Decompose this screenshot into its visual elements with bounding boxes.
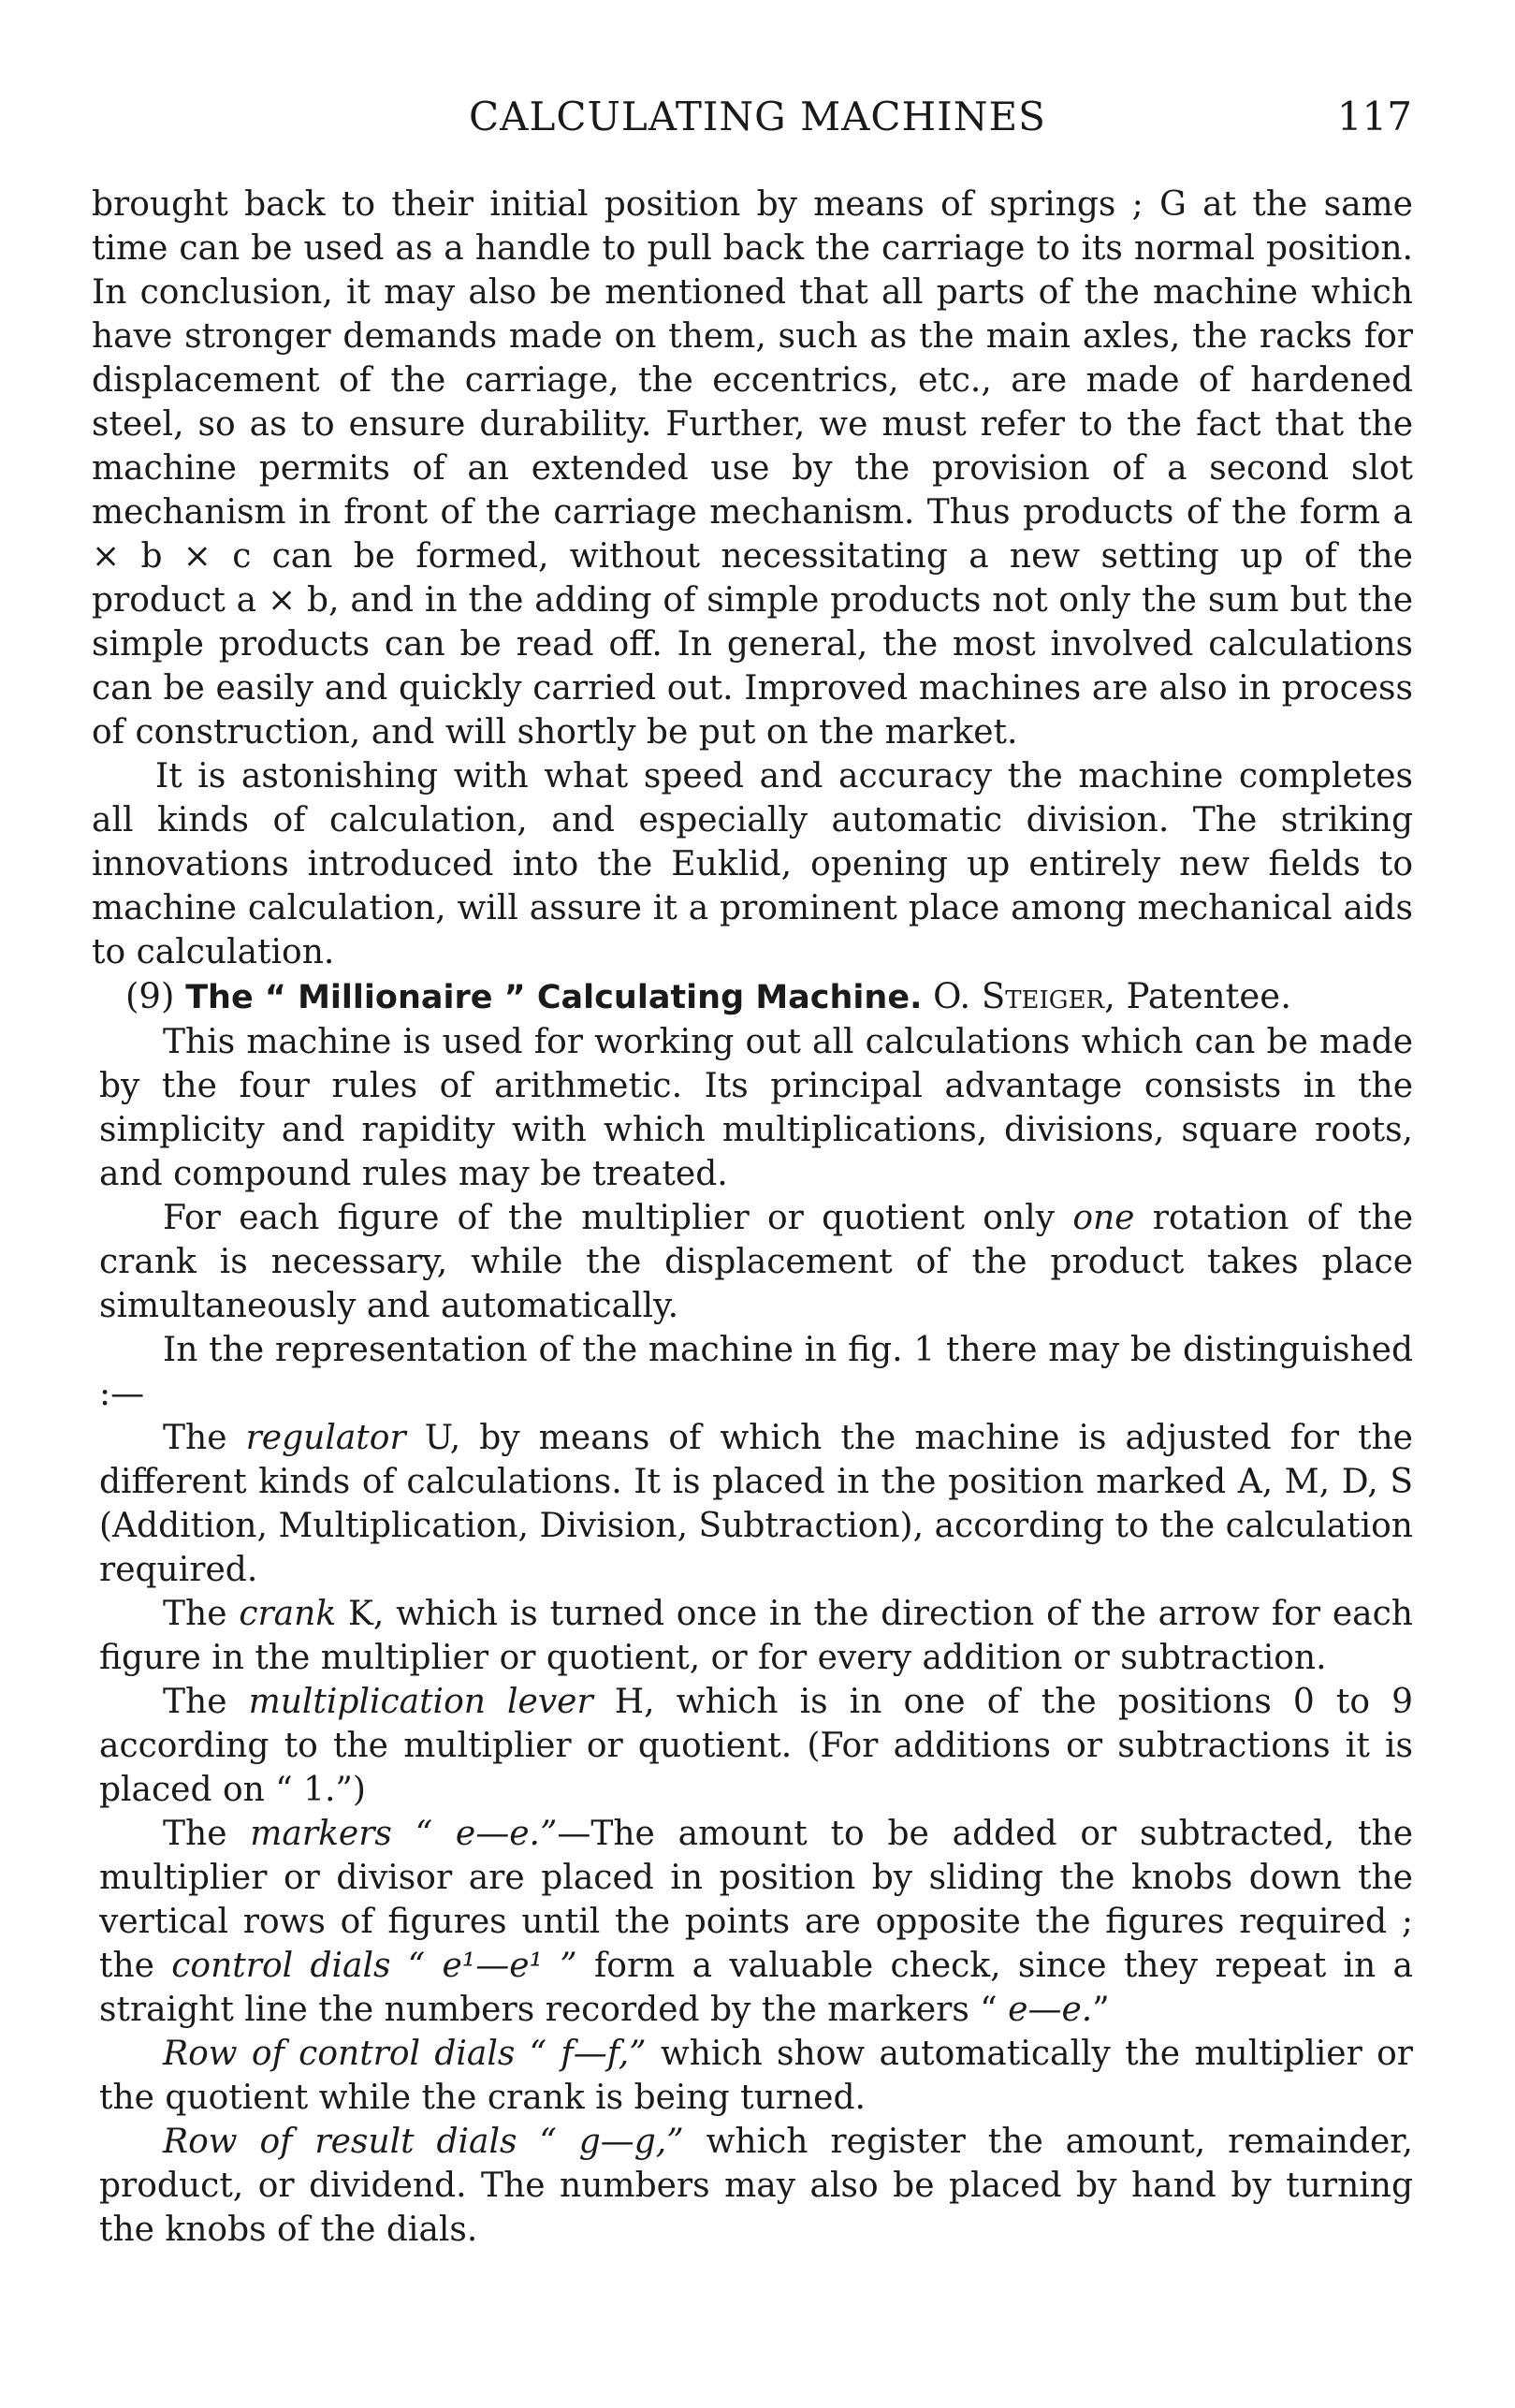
paragraph-regulator xyxy=(99,1416,1413,1592)
patentee-suffix: , Patentee. xyxy=(1104,976,1291,1016)
patentee-initial: O. xyxy=(933,976,971,1016)
term-e-e: e—e. xyxy=(1008,1991,1093,2029)
running-title: CALCULATING MACHINES xyxy=(469,94,1046,139)
section-heading xyxy=(92,974,1413,1020)
section-title: The “ Millionaire ” Calculating Machine. xyxy=(185,979,923,1016)
body-text xyxy=(92,182,1413,2252)
term-multiplication-lever: multiplication lever xyxy=(248,1683,593,1721)
patentee-name: Steiger xyxy=(981,976,1105,1016)
section-body xyxy=(99,1020,1413,2252)
text-span: U, by means of which the machine is adjusted for the different kinds of calculations. It is placed in the position marked A, M, D, S (Addition, Multiplication, Division, Subtraction), according to the calculation required. xyxy=(99,1419,1413,1589)
text-span: which show automatically the multiplier or the quotient while the crank is being turned. xyxy=(99,2035,1413,2117)
section-number: (9) xyxy=(125,976,175,1016)
running-head xyxy=(0,94,1515,150)
paragraph-euklid-conclusion: It is astonishing with what speed and accuracy the machine completes all kinds of calculation, and especially automatic division. The striking innovations introduced into the Euklid, opening up entirely new fields to machine calculation, will assure it a prominent place among mechanical aids to calculation. xyxy=(92,757,1413,971)
paragraph-result-dials-row xyxy=(99,2120,1413,2252)
term-markers: markers “ e—e.” xyxy=(250,1815,558,1853)
paragraph-markers xyxy=(99,1812,1413,2032)
term-crank: crank xyxy=(239,1595,337,1633)
page-number: 117 xyxy=(1336,94,1412,139)
term-row-control-dials: Row of control dials “ f—f,” xyxy=(163,2035,647,2073)
term-regulator: regulator xyxy=(245,1419,406,1457)
text-span: —The amount to be added or subtracted, the multiplier or divisor are placed in position by sliding the knobs down the vertical rows of figures until the points are opposite the figures required ; the xyxy=(99,1815,1414,1985)
text-span: The xyxy=(163,1815,251,1853)
text-span: form a valuable check, since they repeat in a straight line the numbers recorded by the markers “ xyxy=(99,1947,1414,2029)
paragraph-carriage-springs: brought back to their initial position by means of springs ; G at the same time can be used as a handle to pull back the carriage to its normal position. In conclusion, it may also be mentioned that all parts of the machine which have stronger demands made on them, such as the main axles, the racks for displacement of the carriage, the eccentrics, etc., are made of hardened steel, so as to ensure durability. Further, we must refer to the fact that the machine permits of an extended use by the provision of a second slot mechanism in front of the carriage mechanism. Thus products of the form a × b × c can be formed, without necessitating a new setting up of the product a × b, and in the adding of simple products not only the sum but the simple products can be read off. In general, the most involved calculations can be easily and quickly carried out. Improved machines are also in process of construction, and will shortly be put on the market. xyxy=(92,185,1413,752)
text-span: The xyxy=(163,1683,249,1721)
term-control-dials: control dials “ e¹—e¹ ” xyxy=(171,1947,577,1985)
paragraph-multiplication-lever xyxy=(99,1680,1413,1812)
text-span: rotation of the crank is necessary, while the displacement of the product takes place simultaneously and automatically. xyxy=(99,1199,1414,1325)
text-span: H, which is in one of the positions 0 to 9 according to the multiplier or quotient. (For additions or subtractions it is placed on “ 1.”) xyxy=(99,1683,1413,1809)
term-row-result-dials: Row of result dials “ g—g,” xyxy=(163,2123,684,2161)
paragraph-purpose: This machine is used for working out all calculations which can be made by the four rules of arithmetic. Its principal advantage consists in the simplicity and rapidity with which multiplications, divisions, square roots, and compound rules may be treated. xyxy=(99,1023,1413,1193)
paragraph-rotation xyxy=(99,1196,1413,1328)
paragraph-control-dials-row xyxy=(99,2032,1413,2120)
text-span: The xyxy=(163,1419,246,1457)
text-span: For each figure of the multiplier or quotient only xyxy=(163,1199,1073,1237)
paragraph-figure-intro: In the representation of the machine in fig. 1 there may be distinguished :— xyxy=(99,1331,1413,1413)
text-span: ” xyxy=(1092,1991,1110,2029)
paragraph-crank xyxy=(99,1592,1413,1680)
text-span: which register the amount, remainder, product, or dividend. The numbers may also be placed by hand by turning the knobs of the dials. xyxy=(99,2123,1413,2249)
text-span: The xyxy=(163,1595,240,1633)
emphasis-one: one xyxy=(1072,1199,1135,1237)
text-span: K, which is turned once in the direction of the arrow for each figure in the multiplier or quotient, or for every addition or subtraction. xyxy=(99,1595,1413,1677)
